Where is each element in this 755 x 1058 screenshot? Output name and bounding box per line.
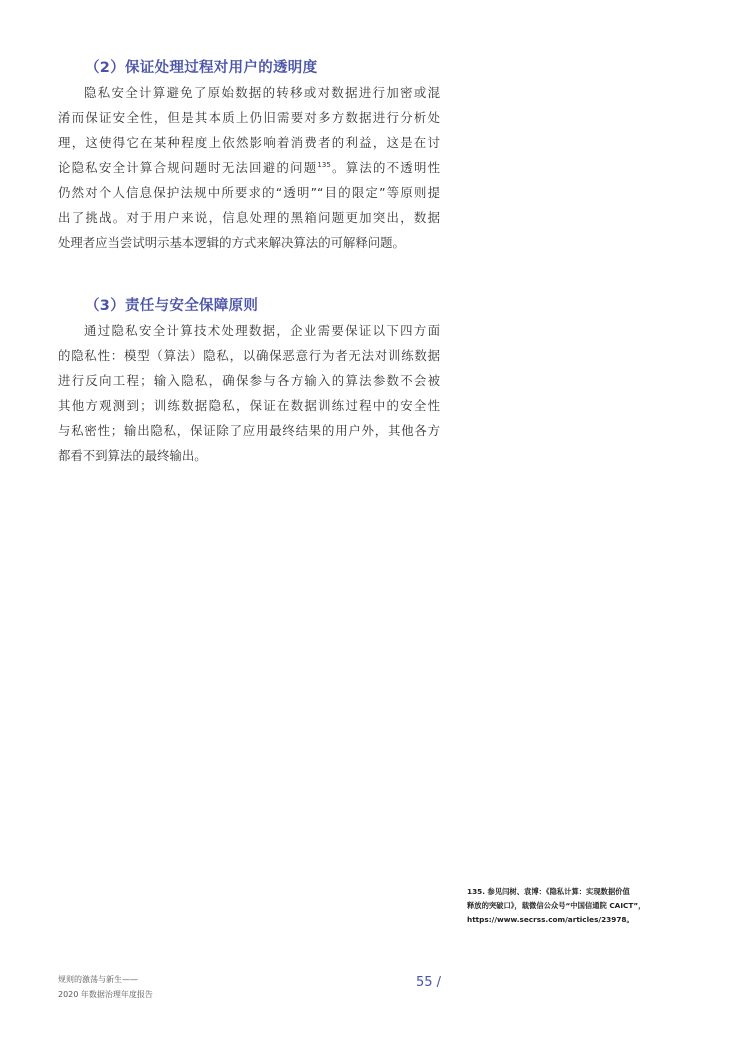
paragraph-line: 淆而保证安全性，但是其本质上仍旧需要对多方数据进行分析处	[58, 110, 440, 125]
paragraph-line: 的隐私性：模型（算法）隐私，以确保恶意行为者无法对训练数据	[58, 348, 440, 363]
footnote-reference[interactable]: 135	[317, 160, 331, 169]
page-number: 55 /	[416, 975, 442, 990]
section-2-paragraph	[58, 80, 440, 255]
paragraph-line	[58, 155, 440, 180]
section-3-paragraph	[58, 318, 440, 468]
paragraph-line: 仍然对个人信息保护法规中所要求的“透明”“目的限定”等原则提	[58, 185, 440, 200]
paragraph-line: 理，这使得它在某种程度上依然影响着消费者的利益，这是在讨	[58, 135, 440, 150]
paragraph-line-text: 论隐私安全计算合规问题时无法回避的问题	[58, 160, 318, 175]
paragraph-line: 都看不到算法的最终输出。	[58, 448, 207, 463]
paragraph-line-tail: 。算法的不透明性	[330, 160, 441, 175]
section-2-heading: （2）保证处理过程对用户的透明度	[85, 60, 318, 76]
paragraph-line: 与私密性；输出隐私，保证除了应用最终结果的用户外，其他各方	[58, 423, 440, 438]
footnote-link[interactable]: https://www.secrss.com/articles/23978。	[467, 915, 634, 924]
paragraph-line: 进行反向工程；输入隐私，确保参与各方输入的算法参数不会被	[58, 373, 440, 388]
footnote	[467, 885, 677, 927]
report-title-line: 规则的激荡与新生——	[58, 975, 138, 984]
paragraph-line: 通过隐私安全计算技术处理数据，企业需要保证以下四方面	[84, 323, 440, 338]
section-3-heading: （3）责任与安全保障原则	[85, 298, 259, 314]
paragraph-line: 出了挑战。对于用户来说，信息处理的黑箱问题更加突出，数据	[58, 210, 440, 225]
footnote-line: 释放的突破口》，载微信公众号“中国信通院 CAICT”，	[467, 901, 646, 910]
footnote-line: 135. 参见闫树、袁博：《隐私计算：实现数据价值	[467, 887, 630, 896]
report-subtitle-line: 2020 年数据治理年度报告	[58, 990, 153, 999]
paragraph-line: 其他方观测到；训练数据隐私，保证在数据训练过程中的安全性	[58, 398, 440, 413]
report-footer	[58, 972, 153, 1002]
paragraph-line: 隐私安全计算避免了原始数据的转移或对数据进行加密或混	[84, 85, 440, 100]
paragraph-line: 处理者应当尝试明示基本逻辑的方式来解决算法的可解释问题。	[58, 235, 405, 250]
